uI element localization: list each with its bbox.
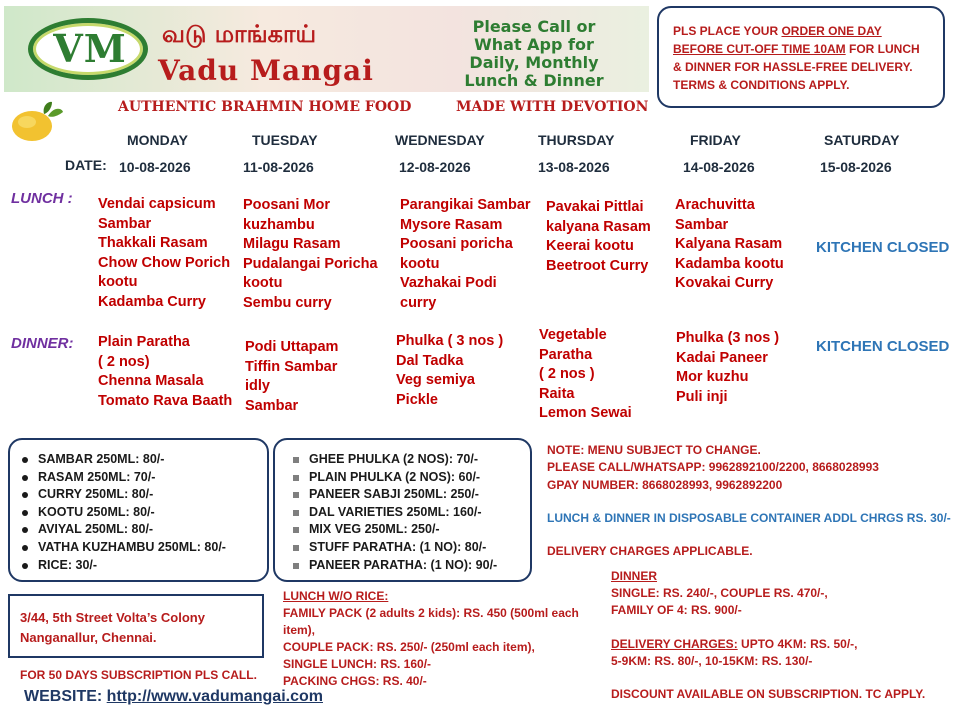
menu-item: Dal Tadka <box>396 352 464 369</box>
menu-item: Plain Paratha <box>98 334 190 350</box>
mango-icon <box>8 98 64 144</box>
day-monday: MONDAY <box>127 132 188 148</box>
menu-item: Tiffin Sambar <box>245 358 338 375</box>
menu-item: Raita <box>539 385 575 402</box>
menu-item: Lemon Sewai <box>539 405 632 421</box>
lunch-price-line: FAMILY PACK (2 adults 2 kids): RS. 450 (500ml each <box>283 606 579 620</box>
dinner-row-label: DINNER: <box>11 335 74 352</box>
order-notice-box <box>657 6 945 108</box>
menu-item: Keerai kootu <box>546 238 634 254</box>
menu-item: kalyana Rasam <box>546 218 651 235</box>
dinner-saturday-closed: KITCHEN CLOSED <box>816 338 950 355</box>
price-item: DAL VARIETIES 250ML: 160/- <box>289 504 516 522</box>
dinner-price-line: SINGLE: RS. 240/-, COUPLE RS. 470/-, <box>611 586 828 600</box>
price-list-breads <box>289 451 516 574</box>
notes-block <box>547 442 879 494</box>
menu-item: Sambar <box>98 215 152 232</box>
price-item: CURRY 250ML: 80/- <box>18 486 259 504</box>
price-item: RICE: 30/- <box>18 557 259 575</box>
menu-item: Kadai Paneer <box>676 349 768 366</box>
lunch-price-line: COUPLE PACK: RS. 250/- (250ml each item), <box>283 640 535 654</box>
menu-item: Phulka (3 nos ) <box>676 330 780 346</box>
dinner-pricing <box>611 568 858 670</box>
note-menu-change: NOTE: MENU SUBJECT TO CHANGE. <box>547 443 761 457</box>
menu-item: Pickle <box>396 391 438 408</box>
menu-item: Veg semiya <box>396 372 475 388</box>
menu-item: idly <box>245 378 270 394</box>
menu-item: curry <box>400 294 437 311</box>
address-line-1: 3/44, 5th Street Volta’s Colony <box>20 610 205 625</box>
menu-item: Arachuvitta <box>675 197 755 213</box>
menu-item: kootu <box>400 255 440 272</box>
subscription-note: FOR 50 DAYS SUBSCRIPTION PLS CALL. <box>20 668 257 682</box>
menu-item: Thakkali Rasam <box>98 235 208 251</box>
menu-item: Kalyana Rasam <box>675 236 783 252</box>
delivery-charges-line: DELIVERY CHARGES: UPTO 4KM: RS. 50/-, <box>611 637 858 651</box>
price-box-right <box>273 438 532 582</box>
tagline-devotion: MADE WITH DEVOTION <box>456 99 649 115</box>
price-item: VATHA KUZHAMBU 250ML: 80/- <box>18 539 259 557</box>
menu-item: Pavakai Pittlai <box>546 199 644 215</box>
price-item: GHEE PHULKA (2 NOS): 70/- <box>289 451 516 469</box>
note-container-charge: LUNCH & DINNER IN DISPOSABLE CONTAINER ADDL CHRGS RS. 30/- <box>547 511 951 525</box>
menu-item: kootu <box>243 275 283 291</box>
menu-item: Puli inji <box>676 388 728 405</box>
date-label: DATE: <box>65 157 107 173</box>
brand-english-name: Vadu Mangai <box>158 54 374 87</box>
website-link[interactable]: http://www.vadumangai.com <box>106 688 323 705</box>
price-item: RASAM 250ML: 70/- <box>18 469 259 487</box>
address-box <box>8 594 264 658</box>
menu-item: Milagu Rasam <box>243 236 341 252</box>
menu-item: Mor kuzhu <box>676 369 749 385</box>
price-item: KOOTU 250ML: 80/- <box>18 504 259 522</box>
dinner-pricing-title: DINNER <box>611 569 658 583</box>
lunch-menu-tuesday <box>243 196 378 313</box>
note-gpay: GPAY NUMBER: 8668028993, 9962892200 <box>547 477 783 492</box>
price-item: MIX VEG 250ML: 250/- <box>289 521 516 539</box>
website-label: WEBSITE: <box>24 688 107 705</box>
order-notice-text: PLS PLACE YOUR ORDER ONE DAY BEFORE CUT-OFF TIME 10AM FOR LUNCH & DINNER FOR HASSLE-FREE DELIVERY. TERMS & CONDITIONS APPLY. <box>673 24 920 92</box>
brand-banner <box>4 6 649 92</box>
lunch-menu-thursday <box>546 198 651 276</box>
menu-item: ( 2 nos ) <box>539 366 595 382</box>
menu-item: Kadamba Curry <box>98 293 206 310</box>
lunch-saturday-closed: KITCHEN CLOSED <box>816 239 950 256</box>
price-item: PANEER PARATHA: (1 NO): 90/- <box>289 557 516 575</box>
date-friday: 14-08-2026 <box>683 159 755 175</box>
menu-item: Paratha <box>539 346 593 363</box>
brand-tamil-name: வடு மாங்காய் <box>162 20 317 48</box>
day-saturday: SATURDAY <box>824 132 900 148</box>
lunch-price-line: item), <box>283 623 316 637</box>
menu-item: Vazhakai Podi <box>400 275 497 291</box>
menu-item: Sambar <box>675 216 729 233</box>
menu-item: Tomato Rava Baath <box>98 392 233 409</box>
dinner-price-line: FAMILY OF 4: RS. 900/- <box>611 603 742 617</box>
date-wednesday: 12-08-2026 <box>399 159 471 175</box>
lunch-price-line: SINGLE LUNCH: RS. 160/- <box>283 657 432 671</box>
lunch-row-label: LUNCH : <box>11 190 73 207</box>
price-item: PLAIN PHULKA (2 NOS): 60/- <box>289 469 516 487</box>
menu-item: Pudalangai Poricha <box>243 255 378 272</box>
note-delivery: DELIVERY CHARGES APPLICABLE. <box>547 544 753 558</box>
menu-item: Parangikai Sambar <box>400 197 531 213</box>
lunch-price-line: PACKING CHGS: RS. 40/- <box>283 674 427 688</box>
date-thursday: 13-08-2026 <box>538 159 610 175</box>
date-tuesday: 11-08-2026 <box>243 159 314 175</box>
lunch-pricing-title: LUNCH W/O RICE: <box>283 589 389 603</box>
day-tuesday: TUESDAY <box>252 132 318 148</box>
date-saturday: 15-08-2026 <box>820 159 892 175</box>
lunch-menu-wednesday <box>400 196 531 313</box>
day-thursday: THURSDAY <box>538 132 615 148</box>
delivery-charges-line-2: 5-9KM: RS. 80/-, 10-15KM: RS. 130/- <box>611 654 813 668</box>
menu-item: Sembu curry <box>243 294 332 311</box>
menu-item: Poosani poricha <box>400 236 513 252</box>
note-phone: PLEASE CALL/WHATSAPP: 9962892100/2200, 8668028993 <box>547 460 879 475</box>
price-item: AVIYAL 250ML: 80/- <box>18 521 259 539</box>
menu-item: kootu <box>98 274 138 290</box>
menu-item: Phulka ( 3 nos ) <box>396 333 504 349</box>
dinner-menu-tuesday <box>245 338 338 416</box>
website <box>24 688 323 706</box>
date-monday: 10-08-2026 <box>119 159 191 175</box>
logo-text: VM <box>53 26 127 71</box>
menu-item: Chow Chow Porich <box>98 254 231 271</box>
price-item: PANEER SABJI 250ML: 250/- <box>289 486 516 504</box>
day-wednesday: WEDNESDAY <box>395 132 485 148</box>
menu-item: Poosani Mor <box>243 197 331 213</box>
price-item: SAMBAR 250ML: 80/- <box>18 451 259 469</box>
dinner-menu-thursday <box>539 326 632 424</box>
dinner-menu-wednesday <box>396 332 503 410</box>
dinner-menu-monday <box>98 333 232 411</box>
menu-item: ( 2 nos) <box>98 353 150 370</box>
menu-item: Chenna Masala <box>98 373 204 389</box>
discount-note: DISCOUNT AVAILABLE ON SUBSCRIPTION. TC APPLY. <box>611 687 926 701</box>
menu-item: Podi Uttapam <box>245 339 339 355</box>
menu-item: kuzhambu <box>243 216 315 233</box>
lunch-menu-monday <box>98 195 230 312</box>
dinner-menu-friday <box>676 329 779 407</box>
menu-item: Mysore Rasam <box>400 216 503 233</box>
menu-item: Beetroot Curry <box>546 257 649 274</box>
price-item: STUFF PARATHA: (1 NO): 80/- <box>289 539 516 557</box>
menu-item: Kadamba kootu <box>675 255 784 272</box>
address-line-2: Nanganallur, Chennai. <box>20 630 157 645</box>
price-box-left <box>8 438 269 582</box>
menu-item: Kovakai Curry <box>675 275 774 291</box>
menu-item: Sambar <box>245 397 299 414</box>
day-friday: FRIDAY <box>690 132 741 148</box>
menu-item: Vendai capsicum <box>98 196 216 212</box>
price-list-curries <box>18 451 259 574</box>
tagline-authentic: AUTHENTIC BRAHMIN HOME FOOD <box>118 99 412 115</box>
lunch-menu-friday <box>675 196 784 294</box>
call-callout: Please Call or What App for Daily, Monthly Lunch & Dinner <box>464 17 604 90</box>
lunch-pricing <box>283 588 579 690</box>
menu-item: Vegetable <box>539 327 607 343</box>
